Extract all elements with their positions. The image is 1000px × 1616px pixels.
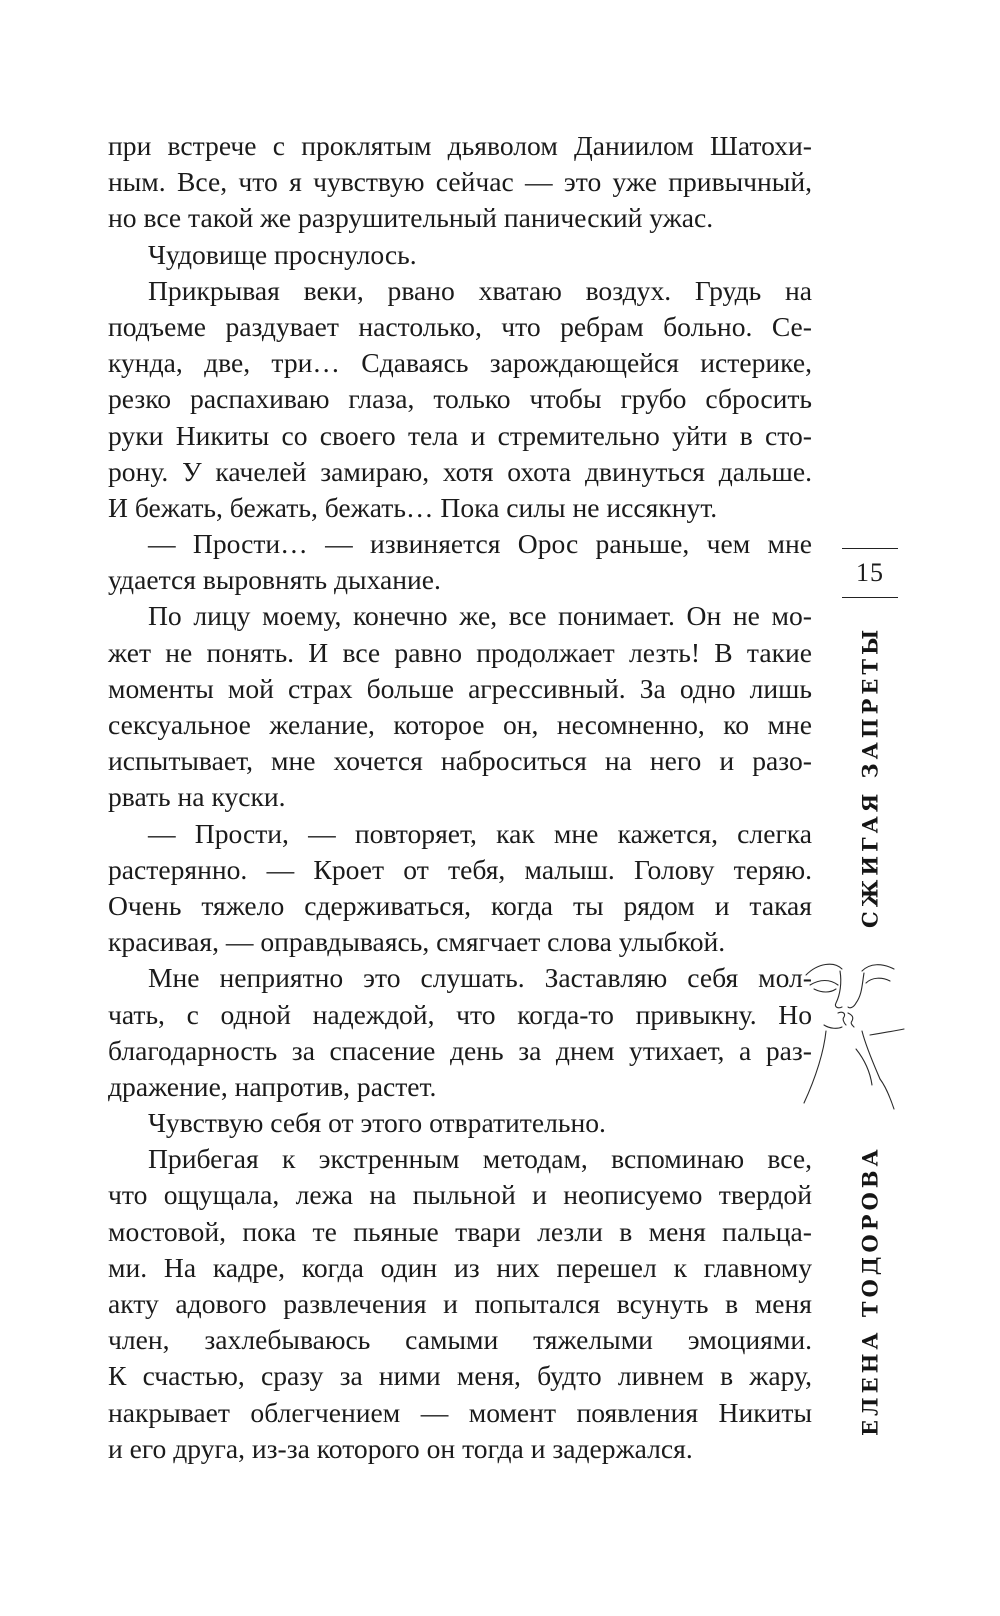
text-line: ми. На кадре, когда один из них перешел к главному	[108, 1251, 812, 1283]
text-line: чать, с одной надеждой, что когда-то привыкну. Но	[108, 998, 812, 1030]
text-line: — Прости, — повторяет, как мне кажется, слегка	[148, 817, 812, 849]
text-line: удается выровнять дыхание.	[108, 564, 441, 596]
page-number: 15	[842, 548, 898, 598]
text-line: растерянно. — Кроет от тебя, малыш. Голову теряю.	[108, 853, 812, 885]
text-line: руки Никиты со своего тела и стремительно уйти в сто-	[108, 419, 812, 451]
running-author: ЕЛЕНА ТОДОРОВА	[857, 1145, 883, 1437]
text-line: и его друга, из-за которого он тогда и задержался.	[108, 1432, 693, 1464]
text-line: Прибегая к экстренным методам, вспоминаю все,	[148, 1143, 812, 1175]
text-line: кунда, две, три… Сдаваясь зарождающейся истерике,	[108, 347, 812, 379]
text-line: рвать на куски.	[108, 781, 286, 813]
text-line: что ощущала, лежа на пыльной и неописуемо твердой	[108, 1179, 812, 1211]
text-line: — Прости… — извиняется Орос раньше, чем мне	[148, 528, 812, 560]
text-line: Прикрывая веки, рвано хватаю воздух. Грудь на	[148, 274, 812, 306]
text-line: резко распахиваю глаза, только чтобы грубо сбросить	[108, 383, 812, 415]
text-line: красивая, — оправдываясь, смягчает слова улыбкой.	[108, 926, 726, 958]
running-title: СЖИГАЯ ЗАПРЕТЫ	[857, 625, 883, 929]
text-line: подъеме раздувает настолько, что ребрам больно. Се-	[108, 310, 812, 342]
text-line: испытывает, мне хочется наброситься на него и разо-	[108, 745, 812, 777]
text-line: рону. У качелей замираю, хотя охота двинуться дальше.	[108, 455, 812, 487]
text-line: сексуальное желание, которое он, несомненно, ко мне	[108, 709, 812, 740]
text-line: член, захлебываюсь самыми тяжелыми эмоциями.	[108, 1324, 812, 1356]
text-line: накрывает облегчением — момент появления Никиты	[108, 1396, 812, 1428]
text-line: Чувствую себя от этого отвратительно.	[148, 1107, 606, 1139]
text-line: акту адового развлечения и попытался всунуть в меня	[108, 1288, 812, 1319]
text-line: дражение, напротив, растет.	[108, 1070, 437, 1102]
text-line: мостовой, пока те пьяные твари лезли в меня пальца-	[108, 1215, 812, 1247]
text-line: Мне неприятно это слушать. Заставляю себя мол-	[148, 962, 812, 994]
text-line: при встрече с проклятым дьяволом Даниилом Шатохи-	[108, 130, 812, 161]
text-line: И бежать, бежать, бежать… Пока силы не иссякнут.	[108, 491, 718, 523]
text-line: моменты мой страх больше агрессивный. За одно лишь	[108, 672, 812, 704]
text-line: ным. Все, что я чувствую сейчас — это уже привычный,	[108, 166, 812, 198]
text-line: По лицу моему, конечно же, все понимает. Он не мо-	[148, 600, 812, 632]
text-line: Чудовище проснулось.	[148, 238, 417, 270]
text-line: жет не понять. И все равно продолжает лезть! В такие	[108, 636, 812, 668]
text-line: но все такой же разрушительный панический ужас.	[108, 202, 714, 234]
text-line: Очень тяжело сдерживаться, когда ты рядом и такая	[108, 889, 812, 921]
text-line: благодарность за спасение день за днем утихает, а раз-	[108, 1034, 812, 1066]
body-text	[108, 128, 812, 1467]
kissing-faces-line-art-icon	[796, 955, 908, 1113]
text-line: К счастью, сразу за ними меня, будто ливнем в жару,	[108, 1360, 812, 1392]
